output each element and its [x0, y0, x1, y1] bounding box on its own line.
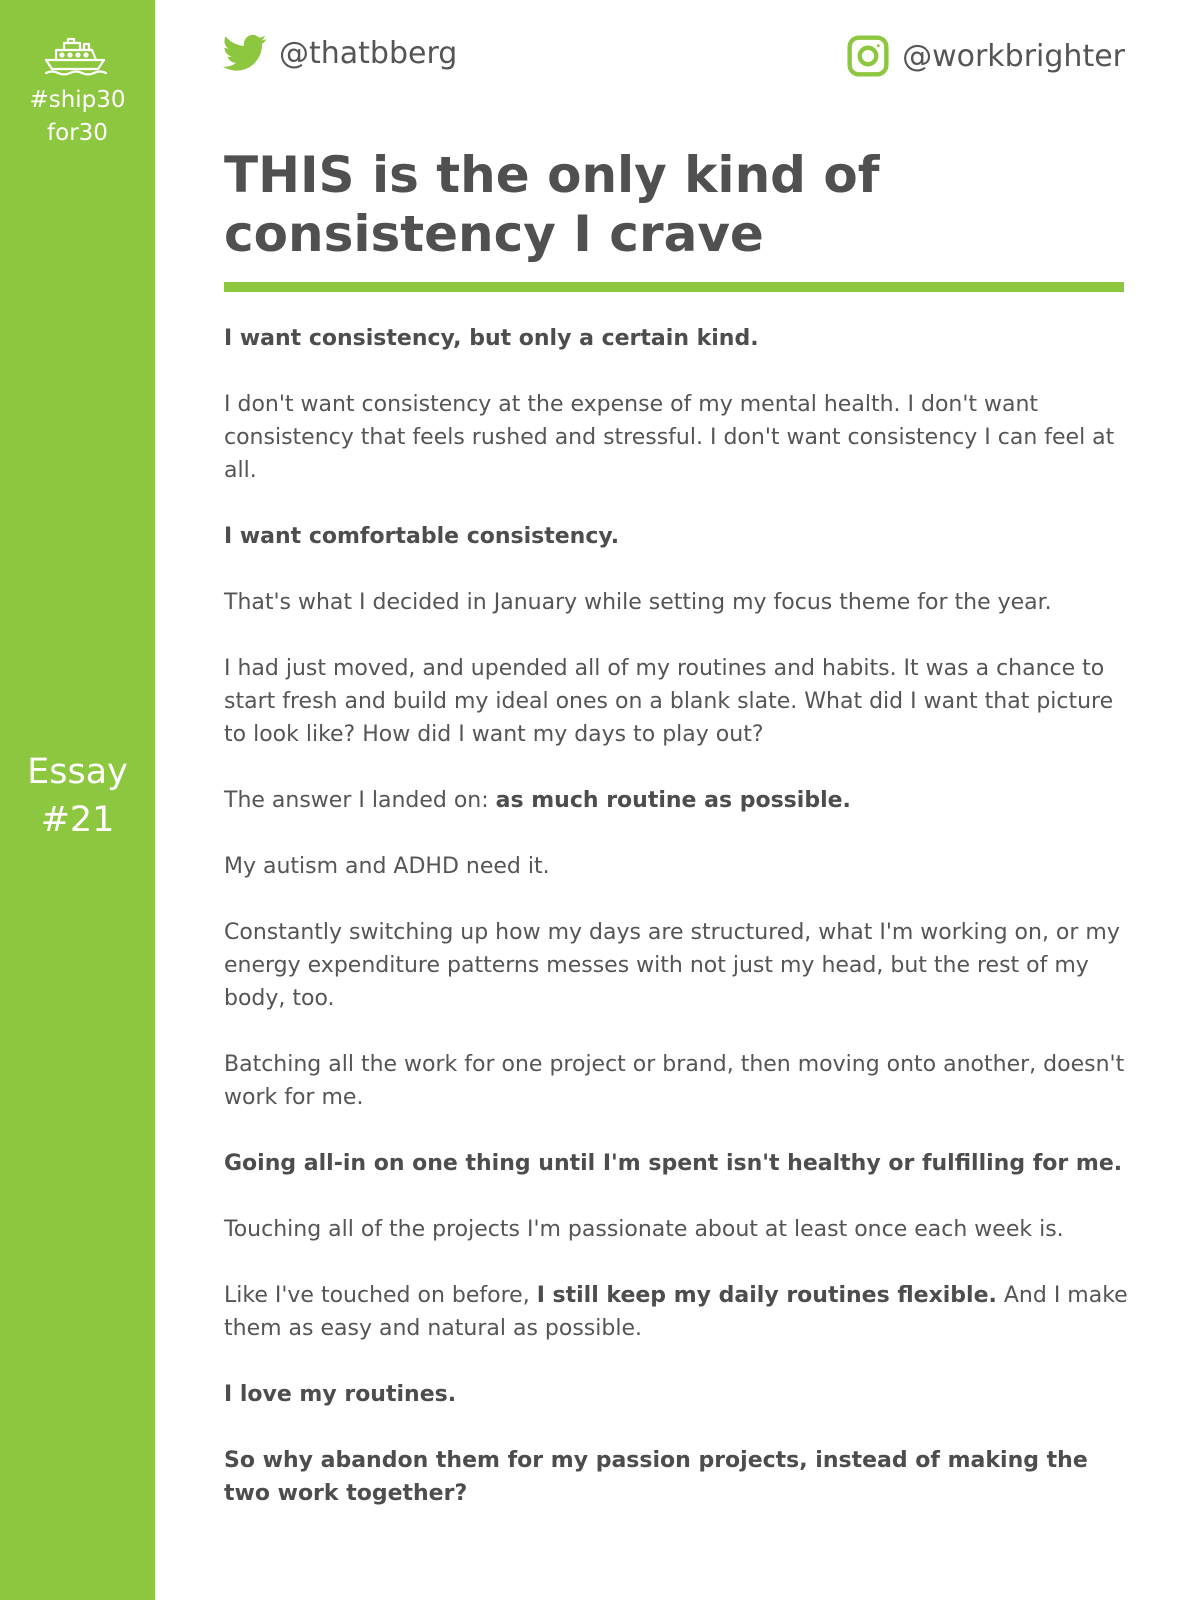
- instagram-icon: [846, 34, 890, 78]
- paragraph-6-bold: as much routine as possible.: [495, 788, 851, 813]
- ship-icon: [42, 36, 112, 78]
- paragraph-7: My autism and ADHD need it.: [224, 854, 550, 879]
- paragraph-6-text: The answer I landed on:: [224, 788, 496, 813]
- sidebar: [0, 0, 155, 1600]
- tag-line-1: #ship30: [29, 87, 126, 113]
- tag-line-2: for30: [47, 120, 108, 146]
- paragraph-8: Constantly switching up how my days are structured, what I'm working on, or my energy expenditure patterns messes with not just my head, but the rest of my body, too.: [224, 920, 1120, 1011]
- paragraph-12-text-post: And I make them as easy and natural as possible.: [224, 1283, 1128, 1341]
- essay-label: Essay: [27, 752, 128, 792]
- instagram-handle-group[interactable]: [846, 34, 1125, 78]
- essay-number-value: #21: [40, 800, 115, 840]
- paragraph-12-text-pre: Like I've touched on before,: [224, 1283, 537, 1308]
- paragraph-4: That's what I decided in January while setting my focus theme for the year.: [224, 590, 1052, 615]
- title-divider: [224, 282, 1124, 292]
- twitter-handle-group[interactable]: [223, 34, 457, 72]
- paragraph-2: I don't want consistency at the expense of my mental health. I don't want consistency that feels rushed and stressful. I don't want consistency I can feel at all.: [224, 392, 1115, 483]
- title-line-2: consistency I crave: [224, 205, 764, 263]
- paragraph-1: I want consistency, but only a certain kind.: [224, 326, 759, 351]
- paragraph-10: Going all-in on one thing until I'm spent isn't healthy or fulfilling for me.: [224, 1151, 1123, 1176]
- essay-number: [0, 748, 155, 844]
- paragraph-14: So why abandon them for my passion projects, instead of making the two work together?: [224, 1448, 1088, 1506]
- title-line-1: THIS is the only kind of: [224, 146, 880, 204]
- paragraph-3: I want comfortable consistency.: [224, 524, 620, 549]
- paragraph-12-bold: I still keep my daily routines flexible.: [536, 1283, 997, 1308]
- twitter-handle[interactable]: @thatbberg: [279, 35, 458, 71]
- paragraph-9: Batching all the work for one project or brand, then moving onto another, doesn't work for me.: [224, 1052, 1125, 1110]
- ship30for30-tag: [0, 84, 155, 150]
- paragraph-5: I had just moved, and upended all of my routines and habits. It was a chance to start fresh and build my ideal ones on a blank slate. What did I want that picture to look like? How did I want my days to play out?: [224, 656, 1114, 747]
- paragraph-11: Touching all of the projects I'm passionate about at least once each week is.: [224, 1217, 1064, 1242]
- essay-body: [224, 322, 1129, 1543]
- paragraph-13: I love my routines.: [224, 1382, 457, 1407]
- paragraph-12: [224, 1279, 1129, 1345]
- instagram-handle[interactable]: @workbrighter: [902, 38, 1125, 74]
- paragraph-6: [224, 784, 1129, 817]
- essay-title: [224, 146, 1124, 264]
- twitter-icon: [223, 34, 267, 72]
